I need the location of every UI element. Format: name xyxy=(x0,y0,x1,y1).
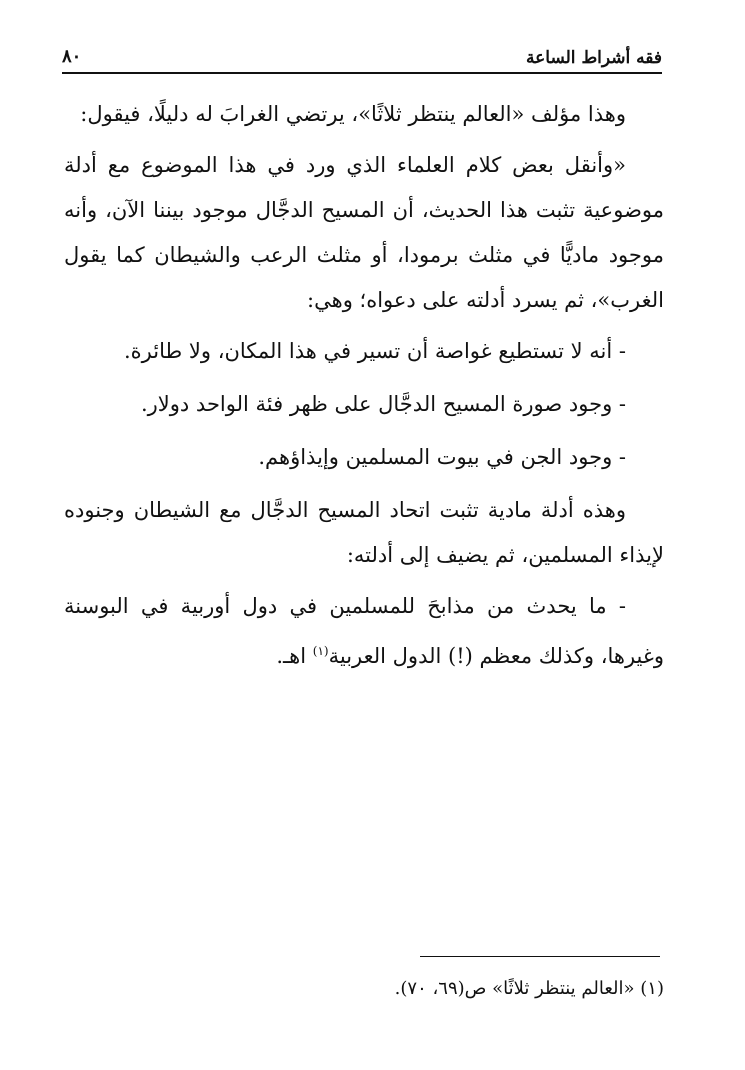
paragraph-massacres-end: اهـ. xyxy=(276,644,313,668)
header-rule xyxy=(62,72,662,74)
list-item-dollar: - وجود صورة المسيح الدجَّال على ظهر فئة الواحد دولار. xyxy=(140,392,626,416)
list-item-jinn: - وجود الجن في بيوت المسلمين وإيذاؤهم. xyxy=(258,445,626,469)
book-title: فقه أشراط الساعة xyxy=(526,48,662,68)
paragraph-quote: «وأنقل بعض كلام العلماء الذي ورد في هذا الموضوع مع أدلة موضوعية تثبت هذا الحديث، أن المسيح الدجَّال موجود بيننا الآن، وأنه موجود ماديًّا في مثلث برمودا، أو مثلث الرعب والشيطان كما يقول الغرب»، ثم يسرد أدلته على دعواه؛ وهي: xyxy=(64,153,664,312)
paragraph-evidence: وهذه أدلة مادية تثبت اتحاد المسيح الدجَّال مع الشيطان وجنوده لإيذاء المسلمين، ثم يضيف إلى أدلته: xyxy=(64,498,664,567)
footnote: (١) «العالم ينتظر ثلاثًا» ص(٦٩، ٧٠). xyxy=(394,978,664,999)
page-number: ٨٠ xyxy=(62,46,82,67)
footnote-reference[interactable]: (١) xyxy=(312,644,329,658)
list-item-submarine: - أنه لا تستطيع غواصة أن تسير في هذا المكان، ولا طائرة. xyxy=(124,339,626,363)
footnote-separator xyxy=(420,956,660,957)
paragraph-intro: وهذا مؤلف «العالم ينتظر ثلاثًا»، يرتضي الغرابَ له دليلًا، فيقول: xyxy=(80,102,626,126)
paragraph-massacres xyxy=(64,584,664,679)
page-body xyxy=(64,92,664,679)
running-header xyxy=(62,40,662,74)
paragraph-massacres-text: - ما يحدث من مذابحَ للمسلمين في دول أوربية في البوسنة وغيرها، وكذلك معظم (!) الدول العربية xyxy=(64,594,664,668)
